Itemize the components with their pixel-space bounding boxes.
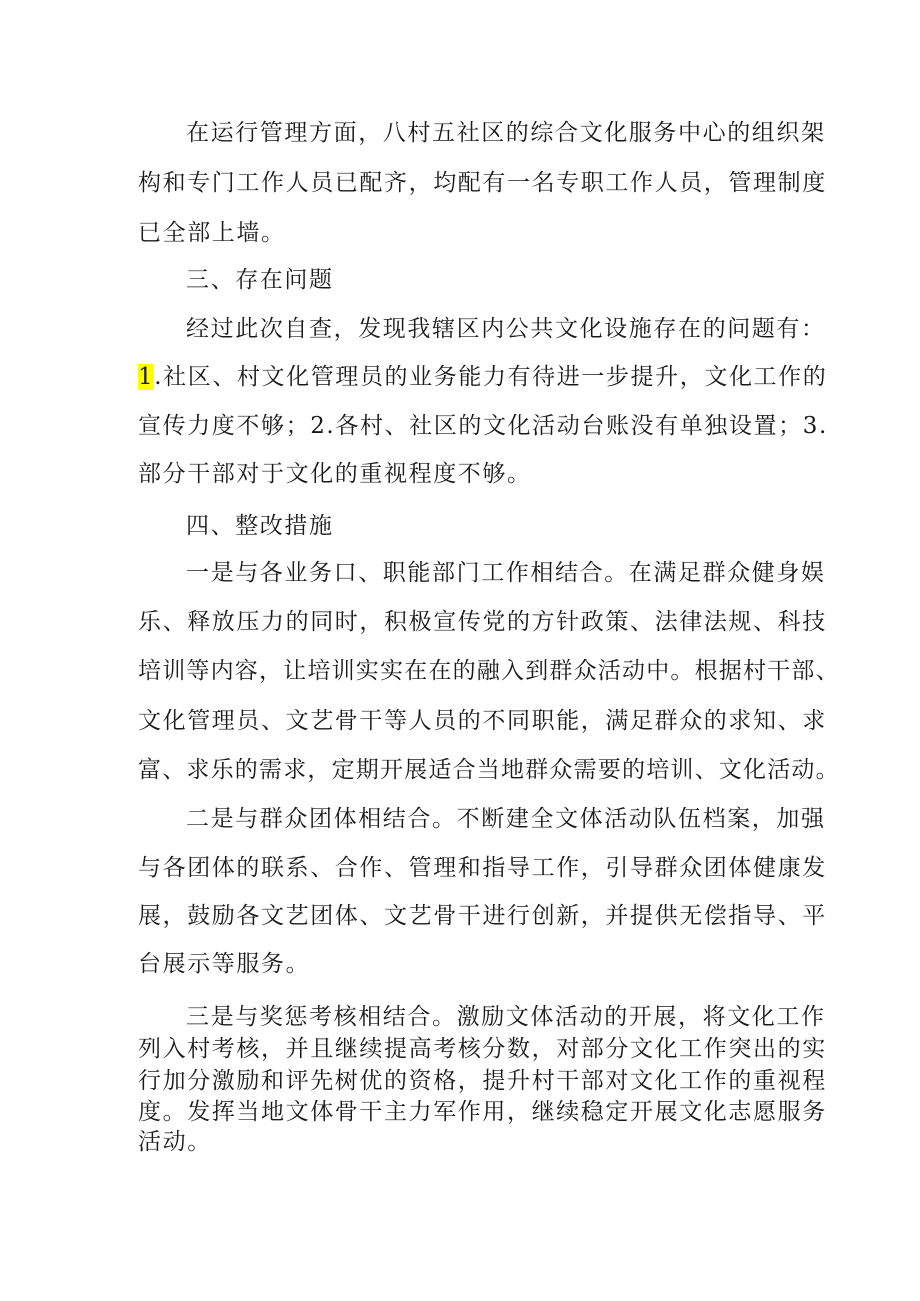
paragraph-measure2-line: 与各团体的联系、合作、管理和指导工作，引导群众团体健康发 (138, 855, 827, 881)
paragraph-measure3-line: 度。发挥当地文体骨干主力军作用，继续稳定开展文化志愿服务 (138, 1099, 827, 1125)
paragraph-measure3-line: 活动。 (138, 1129, 212, 1155)
paragraph-problems-line: 部分干部对于文化的重视程度不够。 (138, 461, 532, 487)
paragraph-measure1-line: 培训等内容，让培训实实在在的融入到群众活动中。根据村干部、 (138, 658, 840, 684)
paragraph-problems-text: .社区、村文化管理员的业务能力有待进一步提升，文化工作的 (154, 364, 828, 390)
paragraph-measure3-line: 行加分激励和评先树优的资格，提升村干部对文化工作的重视程 (138, 1068, 827, 1094)
paragraph-measure2-line: 台展示等服务。 (138, 951, 311, 977)
paragraph-measure2-line: 二是与群众团体相结合。不断建全文体活动队伍档案，加强 (186, 806, 826, 832)
paragraph-operation-line: 在运行管理方面，八村五社区的综合文化服务中心的组织架 (186, 120, 826, 146)
paragraph-measure1-line: 一是与各业务口、职能部门工作相结合。在满足群众健身娱 (186, 560, 826, 586)
paragraph-measure1-line: 富、求乐的需求，定期开展适合当地群众需要的培训、文化活动。 (138, 757, 840, 783)
paragraph-measure3-line: 三是与奖惩考核相结合。激励文体活动的开展，将文化工作 (186, 1004, 826, 1030)
paragraph-measure3-line: 列入村考核，并且继续提高考核分数，对部分文化工作突出的实 (138, 1036, 827, 1062)
section-heading-measures: 四、整改措施 (186, 513, 334, 539)
section-heading-problems: 三、存在问题 (186, 267, 334, 293)
paragraph-problems-line: 经过此次自查，发现我辖区内公共文化设施存在的问题有： (186, 316, 826, 342)
paragraph-problems-line (138, 362, 827, 392)
paragraph-measure2-line: 展，鼓励各文艺团体、文艺骨干进行创新，并提供无偿指导、平 (138, 903, 827, 929)
paragraph-measure1-line: 文化管理员、文艺骨干等人员的不同职能，满足群众的求知、求 (138, 708, 827, 734)
highlighted-text: 1 (138, 364, 155, 390)
paragraph-problems-line: 宣传力度不够；2.各村、社区的文化活动台账没有单独设置；3. (138, 413, 828, 439)
paragraph-measure1-line: 乐、释放压力的同时，积极宣传党的方针政策、法律法规、科技 (138, 609, 827, 635)
paragraph-operation-line: 已全部上墙。 (138, 220, 286, 246)
paragraph-operation-line: 构和专门工作人员已配齐，均配有一名专职工作人员，管理制度 (138, 170, 827, 196)
